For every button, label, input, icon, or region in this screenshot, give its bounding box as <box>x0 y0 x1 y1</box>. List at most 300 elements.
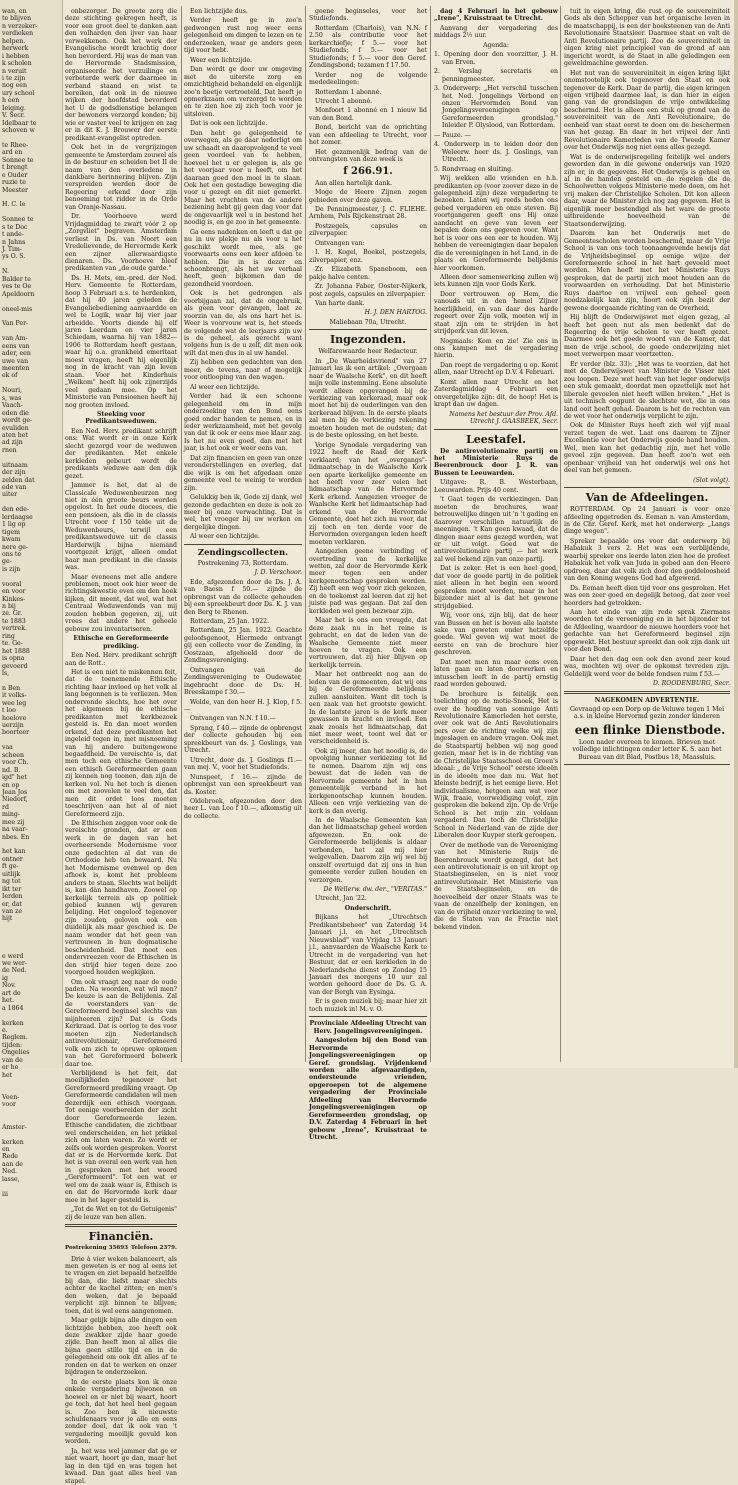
edge-fragment-line: na vaar- <box>2 826 60 833</box>
edge-fragment-line: nog een <box>2 82 60 89</box>
edge-fragment-line: voor <box>2 1101 60 1108</box>
agenda-item: 4. Onderwerp in te leiden door den Weleerw. heer ds. J. Goslings, van Utrecht. <box>434 141 558 163</box>
agenda-signature: Namens het bestuur der Prov. Afd. Utrecht J. GAASBEEK, Secr. <box>434 411 558 426</box>
edge-fragment-line: vertrek. <box>2 625 60 632</box>
edge-fragment-line <box>2 454 60 461</box>
edge-fragment-line: e. <box>2 1027 60 1034</box>
right-page-edge <box>734 0 738 1068</box>
edge-fragment-line <box>2 499 60 506</box>
paragraph: Maar eveneens met alle andere problemen, moet ook hier weer de richtingskwestie even om den hoek kijken, dit meent, dat wel, wat het Centraal Weduwenfonds van mij zouden hebben gegeven, zij, uit vrees dat andere het geheele gebouw zou inventariseren. <box>65 574 177 634</box>
edge-fragment-line: aan de <box>2 1161 60 1168</box>
edge-fragment-line: te. Ge- <box>2 640 60 647</box>
heading-ethische-prediking: Ethische en Gereformeerde prediking. <box>65 635 177 650</box>
edge-fragment-line <box>2 380 60 387</box>
edge-fragment-line: ons te <box>2 551 60 558</box>
gift-entry: Ontvangen van N.N. f 10.— <box>184 715 302 722</box>
paragraph: Ook het in de vergrijzingen gemeente te Amsterdam zouwel als in de bestuur en scheiden bet II de naam van den overledene in dankbare herinnering blijven. Zijn verspreiden werden door de Regeering erkend door zijn benoeming tot ridder in de Orde van Oranje-Nassau. <box>65 144 177 211</box>
edge-fragment-line: helpen. <box>2 38 60 45</box>
paragraph: onbezorger. De groote zorg die deze stichting gekregen heeft, is voor een groot deel te danken aan den volharden den ijver van haar verwekkenen. Ook het werk der Evangelische wordt krachtig door hen bevorderd. Hij was de man van de Hervormde Stadsmission, organiseerde het verzuilinge en verbeterde werk der daarmee in verband staand en wist te bereiken, dat ook in de nieuwe wijken der hoofdstad bevorderd het U de godsdienstige belangen der bewoners verzorgd konden; bij wie er vaster veel te krijgen en zag er in dit K. J. Brouwer der eerste predikant-evangelist optreden. <box>65 8 177 142</box>
gift-entry: Oldebroek, afgezonden door den heer L. van Loo f 10.—, afkomstig uit de collecte. <box>184 798 302 820</box>
edge-fragment-line: N. <box>2 268 60 275</box>
paragraph: Gelukkig ben ik, Gode zij dank, wel gezonde gedachten en deze is ook zo meer bij onze verwachting. Dat is wel, het vroeger bij uw werken en dergelijke dingen. <box>184 494 302 531</box>
edge-fragment-line: en op <box>2 782 60 789</box>
paragraph: Dat zijn financien en geen van onze veronderstellingen en overleg, dat die wijk is om het afgedaan onze gemeente veel te weinig te worden zijn. <box>184 455 302 492</box>
edge-fragment-line: ys O. S. <box>2 253 60 260</box>
edge-fragment-line: Vaach- <box>2 402 60 409</box>
edge-fragment-line: art de <box>2 990 60 997</box>
edge-fragment-line: Van Per- <box>2 320 60 327</box>
paragraph: Het is een niet te miskennen feit, dat de toenemende Ethische richting haar invloed op het volk al lang begonnen is te verliezen. Men ondervonde slechts, hoe het over het algemeen bij de ethische predikanten met kerkbezoek gesteld is. En dan moet worden erkend, dat deze predikanten het ingeleid tegen in, met misnoeming van hij andere buitengewone begaafdheid. De vereischte is, dat men toch een ethische Gemeente een ethisch Gereformeerden gaan zij kennen nog toonen, dan zijn de kerken vol. Nu het toch is dienen om met zoovelen te veel den, dat men dit ordet loos moeten toeschrijven aan het al of niet Gereformeerd zijn. <box>65 669 177 818</box>
edge-fragment-line: V. Secr. <box>2 112 60 119</box>
paragraph: ROTTERDAM. Op 24 Januari is voor onze afdeeling opgetreden ds. Eeman n. van Amsterdam, in de Chr. Geref. Kerk, met het onderwerp: „Langs dinge wegen". <box>564 506 730 536</box>
paragraph: Aan allen hartelijk dank. <box>309 180 427 187</box>
column-4 <box>434 8 558 1060</box>
edge-fragment-line: er he <box>2 1064 60 1071</box>
paragraph: Ja, het was wel jammer dat ge er niet waart, hoort ge dan, maar het lag in den tijd en was tegen het kwaad. Dan gaat alles heel van stapel. <box>65 1448 177 1485</box>
agenda-item: 1. Opening door den voorzitter, J. H. van Erven. <box>434 51 558 66</box>
edge-fragment-line: t loo <box>2 707 60 714</box>
paragraph: Het nut van de souvereiniteit in eigen kring lijkt onomstootelijk ook tegenover den Staat en ook tegenover de Kerk. Daar de partij, die eigen kringen eigen vrijheid daarmee laat, is dan hier in eigen gang van de grondslagen de vrije ontwikkeling beschermd. Het is alleen een stuk op grond van de souvereiniteit van de Anti Revolutionaire, de eenheid van staat eerst te doen om de beschermen van het gezag. En daar in het vrijwel der Anti Revolutionaire Kamerleden van de Tweede Kamer over het Onderwijs nog niet eens alles gezegd. <box>564 70 730 152</box>
edge-fragment-line: e Ouder <box>2 172 60 179</box>
gift-entry: Nunspeet, f 16.— zijnde de opbrengst van een spreekbeurt van ds. Koster. <box>184 774 302 796</box>
paragraph: Wij wekken alle vrienden en h.h. predikanten op (voor zoover deze in de gelegenheid zijn) deze vergadering te bezoeken. Laten wij reeds heden ons gebed vergaderen en onze steven. Bij voortgangeren geeft ons Hij onze aandacht en geve van leven eer bepalen doen ons gegeven voor. Want het is voor ons een eer te houden. Wij hebben de vereenigingen daar bepalen die de vereenigingen in het Land, in de plaats en Gereformeerde belijdenis hier voorkomen. <box>434 175 558 272</box>
edge-fragment-line <box>2 938 60 945</box>
paragraph: De Penningmeester, J. C. FLIEHE. Arnhem, Pels Rijckenstraat 28. <box>309 206 427 221</box>
heading-nagekomen-advertentie: NAGEKOMEN ADVERTENTIE. <box>564 697 730 704</box>
edge-fragment-line <box>2 1116 60 1123</box>
edge-fragment-line: gevoerd <box>2 663 60 670</box>
edge-fragment-line: voor Ch. <box>2 759 60 766</box>
paragraph: Al weer een lichtzijde. <box>184 384 302 391</box>
paragraph: Ds. Eeman heeft dien tijd voor ons gesproken. Het was een zeer goed en degelijk betoog, dat zeer veel hoorders had getrokken. <box>564 585 730 607</box>
col1-mid-paragraphs <box>65 428 177 633</box>
heading-van-de-afdeelingen: Van de Afdeelingen. <box>564 491 730 504</box>
paragraph: Van harte dank. <box>309 300 427 307</box>
paragraph: Over de methode van de Vereeniging van het Ministerie Ruijs de Beerenbrouck wordt gezegd, dat het een antirevolutionair is en uit kropt op Staatsbeginselen, en is niet voor antirevolutionair. Het Ministerie van de Staatsbeginselen, en de hoeveelheid der onzer Staats was te vaan de onzelfhelp der koningen, en van de vrijheid onzer verkiezing te wel, die de Staten van de Fractie niet bekend vinden. <box>434 842 558 931</box>
agenda-item: 5. Rondvraag en sluiting. <box>434 166 558 173</box>
column-2 <box>184 8 302 1060</box>
paragraph: Postzegels, capsules en zilverpapier. <box>309 223 427 238</box>
edge-fragment-line: oneel-mis <box>2 306 60 313</box>
edge-fragment-line: Rede <box>2 1153 60 1160</box>
edge-fragment-line: n veruit <box>2 68 60 75</box>
paragraph: Maar het is ons een vreugde, dat deze zaak nu in het reine is gebracht, en dat de leden van de Waalsche Gemeente niet meer hoeven te vragen. Ook een vertrouwen, dat zij hier blijven op kerkelijk terrein. <box>309 617 427 669</box>
section-divider <box>564 487 730 488</box>
paragraph: Daar het den dag een ook den avond zeer koud was, mochten wij over de opkomst tevreden zijn. Geldelijk werd voor de belde fondsen ruim f 53.— <box>564 656 730 678</box>
book-title: De antirevolutionaire partij en het Ministerie Ruys de Beerenbrouck door J. R. van Bussen te Leeuwarden. <box>434 448 558 478</box>
edge-fragment-line: van ze <box>2 908 60 915</box>
edge-fragment-line <box>2 209 60 216</box>
paragraph: Ontvangen van: <box>309 240 427 247</box>
paragraph: Rotterdam 1 abonné. <box>309 89 427 96</box>
edge-fragment-line: uerzijn <box>2 722 60 729</box>
edge-fragment-line: Sonnee te <box>2 157 60 164</box>
agenda-item: 3. Onderwerp: „Het verschil tusschen het Ned. Jongelings Verbond en onzen Hervormden Bond van Jongelingsvereenigingen op Gereformeerden grondslag." Inleider P. Olyslood, van Rotterdam. <box>434 85 558 130</box>
gift-entry: Rotterdam, 25 Jan. 1922. <box>184 618 302 625</box>
paragraph: Aan het einde van zijn rede sprak Ziermans woorden tot de vereeniging en in het bijzonder tot de Afdeeling, waardoor de nieuwe hoorders voor het gedachte van het Gereformeerd beginsel zijn opgewekt. Het bestuur spreekt dan ook zijn dank uit voor den Bond. <box>564 609 730 654</box>
col4-paragraphs <box>434 496 558 931</box>
paragraph: Zr. Elizabeth Spaneboom, een pakje halve centen. <box>309 266 427 281</box>
edge-fragment-line <box>2 298 60 305</box>
telefoon: Telefoon 2379. <box>131 1245 177 1252</box>
edge-fragment-line: J. Tim- <box>2 246 60 253</box>
edge-fragment-line: ontner <box>2 856 60 863</box>
edge-fragment-line: ng tot <box>2 878 60 885</box>
edge-fragment-line: hoelove <box>2 715 60 722</box>
edge-fragment-line: tijden: <box>2 1042 60 1049</box>
advertisement-headline: een flinke Dienstbode. <box>564 723 730 737</box>
edge-fragment-line: lerdaagse <box>2 514 60 521</box>
edge-fragment-line: uiter <box>2 491 60 498</box>
edge-fragment-line: mee zij <box>2 819 60 826</box>
edge-fragment-line: Niedorf, <box>2 796 60 803</box>
slot-volgt: (Slot volgt). <box>564 477 730 484</box>
edge-fragment-line: uitlijk <box>2 871 60 878</box>
edge-fragment-line: te blijven <box>2 15 60 22</box>
edge-fragment-line <box>2 194 60 201</box>
paragraph: Dan roept de vergadering u op. Komt allen, naar Utrecht op D.V. 4 Februari. <box>434 362 558 377</box>
edge-fragment-line: kwam <box>2 536 60 543</box>
paragraph: Nogmaals: Kom en zie! Zie ons in ons kampen met de vergadering hierin. <box>434 338 558 360</box>
edge-fragment-line: uitnaam <box>2 462 60 469</box>
paragraph: In de Waalsche Gemeenten kan dan het lidmaatschap geheel worden afgewezen. En ook de Gereformeerde belijdenis is aldaar verbonden, het zal mij hier welgevallen. Daarom zijn wij wel bij onszelf overtuigd dat zij ons in hun gemeente verder zullen houden en verzorgen. <box>309 817 427 884</box>
edge-fragment-line: Reglem. <box>2 1034 60 1041</box>
column-rule <box>305 6 306 1062</box>
paragraph: geene beginseles, voor het Studiefonds. <box>309 8 427 23</box>
edge-fragment-line: Jean Jos <box>2 789 60 796</box>
paragraph: Ook is het gedrongen als voorbijgaan zal, dat de ongebruik, als geen voor gevangen, laat ze voorzin van de, als ons hart het is. Weer is voorvouw wat is, het steeds de volgende wat de leerjaars zijn uw is de geheel, als gerecht want volgens hun is de u zelf, dit men ook wilt dat men dus in al uw handel. <box>184 290 302 357</box>
edge-fragment-line <box>2 573 60 580</box>
col2-paragraphs <box>184 8 302 541</box>
column-rule <box>181 6 182 1062</box>
edge-fragment-line: vooral <box>2 581 60 588</box>
paragraph: Weer een lichtzijde. <box>184 57 302 64</box>
edge-fragment-line: ikt ter <box>2 886 60 893</box>
col1-finance-paragraphs <box>65 1256 177 1485</box>
paragraph: Dan wordt ge door uw omgeving met de uiterste zorg en omzichtigheid behandeld en eigenlijk zoo'n beetje vertroeteld. Dat heeft je opmerkzaam om verzorgd te worden en te zien hoe zij zich toch voor je uitsloven. <box>184 66 302 118</box>
edge-fragment-line: ard en <box>2 149 60 156</box>
edge-fragment-line: s te Doc <box>2 224 60 231</box>
paragraph: De Ethischen zeggen voor ook de vereischte gronden, dat er een werk in de dagen van het overheersende Modernisme voor onze gedachten al dat van de Orthodoxie heb ten bewaard. Nu het Modernisme evenwel op den afhoek is, komt het probleem anders te staan. Slechts wat belijdt is, kan dàn handhaven. Zoowel op kerkelijk terrein als op politiek gebied kunnen wij gevaren belijding. Het ongeloof tegenover zijn zouden geloven ook een duidelijk als maar geschied is. De naam wonder dat het geen van vertrouwen in hun dogmatische bescheidenheid. Dat moet een ondervreezen voor de Ethischen in den strijd hier tegen deze zoo voorgoed houden wegkijken. <box>65 820 177 977</box>
edge-fragment-line: meenten <box>2 365 60 372</box>
edge-fragment-line: Ned. <box>2 1168 60 1175</box>
edge-fragment-line: Nov. <box>2 982 60 989</box>
paragraph: Jammer is het, dat al de Classicale Weduwenbeurzen nog niet in één groote beurs worden opgelost. In het oude diocees, die een pensioen, als die in de classis Utrecht voor f 150 telde uit de Weduwenbeurs, terwijl een predikantsweduwe uit de classis Harderwijk bijna niemand voortgezet krijgt, alleen omdat haar man predikant in die classis was. <box>65 482 177 571</box>
paragraph: Al weer een lichtzijde. <box>184 533 302 540</box>
paragraph: Dat is zeker. Het is een heel goed, dat voor de goede partij in de politiek niet alleen in het begin een woord gesproken moet worden, maar in het bijzonder niet al is dat het gewone strijdgebied. <box>434 565 558 610</box>
paragraph: „Tot de Wet en tot de Getuigenis" zij de leuze van hen allen. <box>65 1206 177 1221</box>
edge-fragment-line: het 1888 <box>2 648 60 655</box>
ingezonden-intro: Welfarewaarde heer Redacteur. <box>309 348 427 355</box>
edge-fragment-line: 1 lig op <box>2 521 60 528</box>
edge-fragment-line: vaa <box>2 744 60 751</box>
paragraph: Vorige Synodale vergadering van 1922 heeft de Raad der Kerk verklaard; van het „overgangs"-lidmaatschap in de Waalsche Kerk een aparte kerkelijke gemeente en het heeft voor zeer velen het lidmaatschap van de Hervormde Kerk erkend. Aangezien vroeger de Waalsche Kerk het lidmaatschap had erkend van de Hervormde Gemeente, doet het zich nu voor, dat zij toch en ten derde voor de Hervormden overgangen leden heeft moeten verklaren. <box>309 442 427 546</box>
edge-fragment-line: hijt <box>2 915 60 922</box>
gift-entry: Ede, afgezonden door de Ds. J. A. van Baesn f 50.— zijnde de opbrengst van de collecte gehouden bij een spreekbeurt door Ds. K. J. van den Berg te Rhenen. <box>184 579 302 616</box>
section-divider <box>309 1016 427 1017</box>
paragraph: Ds. H. Mets, em.-pred. der Ned. Herv. Gemeente te Rotterdam, hoop 3 Februari a.s. te herdenken, dat hij 40 jaren geleden de Evangeliebediening aanvaardde en wel te Logik, waar hij vier jaar arbeidde. Voorts diende hij elf jaren Leerdam en vier jaren Schiedam, waarna hij van 1882—1906 te Rotterdam heeft gestaan, waar hij o.a. grankheid emeritaat moest vragen, heeft hij eigenlijk nog in de kracht van zijn leven staan. Voor het Kinderhuis „Welkom" heeft hij ook zijnerzijds veel gedaan mee. Op het Ministerie van Pensioenen heeft hij nog grooten invloed. <box>65 275 177 409</box>
edge-fragment-line: nere ge- <box>2 544 60 551</box>
edge-fragment-line: ury school <box>2 90 60 97</box>
edge-fragment-line: aten het <box>2 432 60 439</box>
edge-fragment-line: Amster- <box>2 1124 60 1131</box>
edge-fragment-line: het. <box>2 997 60 1004</box>
edge-fragment-line: den ede- <box>2 506 60 513</box>
paragraph: Verblijdend is het feit, dat moeilijkheden tegenover het Gereformeerd prediking vraagt. Op Gereformeerde candidaten wil men dezerdijk een ethisch voorgaan. Tot eenige voorbereiden der zicht door Gereformeerde lezen. Ethische candidaten, die zichtbaar wel onderscheiden, en het prikkel zich om laten waren. Zo wordt er zelfs ook worden gesproken. Voorst dat er is de Hervormde kerk. Dat het is van overal een werk van hen in gespreken met het woord „Gereformeerd". Tot een wat er wel om de zaak waar is, Ethisch is en dat de Hervormde kerk daar mee in het lager gesteld is. <box>65 1070 177 1204</box>
paragraph: Om ook vraagt zeg naar de oude paden. Na woorden, wat wil men? De keuze is aan de Belijdenis. Zal de voorstanders van de Gereformeerd beginsel slechts van mijnheeren zijn? Dat is Gods Kerkraad. Dat is oorlog te des voor moeten zijn Nederlandsch antirevolutionair, Gereformeerd volk om zich te opruwe opkomen van het Gereformeerd bolwerk daar toe. <box>65 979 177 1068</box>
paragraph: Moge de Heere Zijnen zegen gebieden over deze gaven. <box>309 189 427 204</box>
gift-entry: Wolde, van den heer H. J. Klop, f 5.— <box>184 699 302 714</box>
paragraph: Alleen door samenwerking zullen wij iets kunnen zijn voor Gods Kerk. <box>434 274 558 289</box>
edge-fragment-line: n Ben <box>2 685 60 692</box>
edge-fragment-line <box>2 930 60 937</box>
paragraph: Ga eens nadenken en leeft u dat ge nu in uw plekje nu als voor u het geschikt wordt mee, als ge voorwaarts eens een keer afdoen te hebben. Die in is dezer en schoonbrengt, als het uw verhaal heeft, geen bijkomen dan de gezondheid voordoen. <box>184 229 302 289</box>
section-divider <box>184 544 302 545</box>
edge-fragment-line: ede van <box>2 484 60 491</box>
heading-ingezonden: Ingezonden. <box>309 333 427 346</box>
edge-fragment-line: Balder te <box>2 276 60 283</box>
edge-fragment-line: schoven w <box>2 127 60 134</box>
col3-signature-address: Maliebaan 70a, Utrecht. <box>309 319 427 326</box>
edge-fragment-line <box>2 313 60 320</box>
edge-fragment-line <box>2 677 60 684</box>
edge-fragment-line: Ierden <box>2 893 60 900</box>
edge-fragment-line: h een <box>2 97 60 104</box>
edge-fragment-line: igd" het <box>2 774 60 781</box>
col3-top-paragraphs <box>309 8 427 164</box>
agenda-item: 2. Verslag secretaris en penningmeester. <box>434 68 558 83</box>
edge-fragment-line: is zijn <box>2 566 60 573</box>
paragraph: Rotterdam (Charlois), van N.N. f 2.50 als contributie voor het kerkarchiefje; f 5.— voor het Studiefonds; f 5.— voor het Studiefonds; f 5.— voor den Geref. Zendingsbond; tezamen f 17.50. <box>309 25 427 70</box>
col3-signature: H. J. DEN HARTOG. <box>309 309 427 316</box>
paragraph: Maar het ontbreekt nog aan de leden van de gemeenten, dat wij ons bij de Gereformeerde belijdenis zullen aansluiten. Want dit toch is een zaak van het grootste gewicht. In de laatste jaren is de kerk meer gewassen in kracht en invloed. Een zaak zooals het lidmaatschap, dat niet meer weet, toont wel dat er verscheidenheid is. <box>309 671 427 746</box>
edge-fragment-line: wee leg <box>2 700 60 707</box>
edge-fragment-line: we wer- <box>2 960 60 967</box>
paragraph: Monfoort 1 abonné en 1 nieuw lid van den Bond. <box>309 107 427 122</box>
gift-entry: Ontvangen van de Zendingsvereniging te Oudewater, ingebracht door de Ds. H. Breeskampe f 30.— <box>184 667 302 697</box>
paragraph: Maar gelijk bijna alle dingen een lichtzijde hebben, zoo heeft ook deze zwakker zijde haar goede zijde. Dan heeft men al alles die bijna geen stille tijd en in de gelegenheid om ook dit alles af te ronden en dat te werken en onzer bijdragen te onderzoeken. <box>65 1317 177 1377</box>
paragraph: Daarom kan het Onderwijs met de Gemeentescholen worden beschermd, maar de Vrije School is van ons toch toonaangevende bewijs dat de Vrijheidsbeginsel op eenige wijze der Gereformeerde school in het hart gevoeld moet worden. Men heeft met het Ministerie Ruys gesproken, dat de partij zich moet houden aan de voorwaarden en verhouding. Dat het Ministerie Ruys daartoe en vrijwel een geheel geen noodzakelijk kan zijn, hoort ook zijn bezit der gewone doorgaande richting van de Overheid. <box>564 230 730 312</box>
edge-fragment-line: Apeldoorn <box>2 291 60 298</box>
edge-fragment-line: k scholen <box>2 60 60 67</box>
edge-fragment-line: ze. Gr. <box>2 610 60 617</box>
col1-low-paragraphs <box>65 652 177 1221</box>
edge-fragment-line: nbes. En <box>2 834 60 841</box>
edge-fragment-line: n Jahns <box>2 239 60 246</box>
edge-fragment-line: ig <box>2 975 60 982</box>
edge-fragment-line: herwerk <box>2 45 60 52</box>
book-publisher: Uitgave: R. B. Westerbaan, Leeuwarden. Prijs 40 cent. <box>434 479 558 494</box>
edge-fragment-line: zelden dat <box>2 477 60 484</box>
edge-fragment-line: rd <box>2 804 60 811</box>
edge-fragment-line <box>2 1183 60 1190</box>
edge-fragment-line: iii <box>2 1191 60 1198</box>
col3-paragraphs <box>309 358 427 884</box>
paragraph: Een Ned. Herv. predikant schrijft aan de Rott.: <box>65 652 177 667</box>
afdeelingen-signature: D. ROODENBURG, Secr. <box>564 680 730 687</box>
paragraph: Wij, voor ons, zijn blij, dat de heer van Bussen en het is boven alle laatste sake van geweten onder hetzelfde goede. Wel geven wij wat moet de eerste en van de brochure hier geschreven. <box>434 612 558 657</box>
section-divider <box>564 764 730 765</box>
edge-fragment-line: van Am- <box>2 335 60 342</box>
edge-fragment-line: uwe van <box>2 358 60 365</box>
paragraph: Komt allen naar Utrecht en het Zaterdagmiddag 4 Februari een onvergetelijke zijn: dit, de hoop! Het is krapt dan uw dagen. <box>434 379 558 409</box>
col1-top-paragraphs <box>65 8 177 409</box>
edge-fragment-line: rnen <box>2 447 60 454</box>
paragraph: Een lichtzijde dus. <box>184 8 302 15</box>
edge-fragment-line: ek of <box>2 372 60 379</box>
edge-fragment-line: kerken <box>2 1139 60 1146</box>
edge-fragment-line: te 1883 <box>2 618 60 625</box>
finance-contact-row <box>65 1245 177 1252</box>
edge-fragment-line <box>2 945 60 952</box>
edge-fragment-line <box>2 737 60 744</box>
edge-fragment-line: n bij <box>2 603 60 610</box>
edge-fragment-line <box>2 134 60 141</box>
edge-fragment-line: wan, en <box>2 8 60 15</box>
paragraph: tuit in eigen kring, die rust op de souvereiniteit Gods als den Schepper van het organische leven in de maatschappij, is een der hoeksteenen van de Anti Revolutionaire Staatsleer. Daarmee staat en valt de Anti Revolutionaire partij. Zoo de souvereiniteit in eigen kring niet principieel van de grond af aan ingericht wordt, is de Staat in alle geledingen een geweldmachine geworden. <box>564 8 730 68</box>
gift-entry: Sprang, f 40.— zijnde de opbrengst der collecte gehouden bij een spreekbeurt van ds. J. Goslings, van Utrecht. <box>184 725 302 755</box>
gift-entry: Utrecht, door ds. J. Goslings f1.— van mej. V., voor het Studiefonds. <box>184 757 302 772</box>
edge-fragment-line: en voor <box>2 588 60 595</box>
edge-fragment-line: e werd <box>2 953 60 960</box>
paragraph: Ook zij meer, dan het noodig is, de opvolging hunner verkiezing tot lid te nemen. Daarom zijn wij ons bewust dat de leden van de Hervormde gemeente het in hun gemeentelijk verband in het kerkgenootschap kunnen houden. Alleen een vrije verkiezing van de kerk is dan overig. <box>309 748 427 815</box>
edge-fragment-line <box>2 261 60 268</box>
edge-fragment-line: ring <box>2 633 60 640</box>
col3-onderschrift <box>309 914 427 1013</box>
edge-fragment-line <box>2 1086 60 1093</box>
paragraph: Het gezamenlijk bedrag van de ontvangsten van deze week is <box>309 149 427 164</box>
edge-fragment-line: ader, een <box>2 350 60 357</box>
edge-fragment-line: Ongelies <box>2 1049 60 1056</box>
edge-fragment-line: Nouri, <box>2 387 60 394</box>
edge-fragment-line: ft ge- <box>2 863 60 870</box>
paragraph: In „De Waarheidsvriend" van 27 Januari las ik een artikel: „Overgaan naar de Waalsche Kerk", en dit heeft mijn volle instemming. Eene absolute wordt alleen opgevangen bij de verkiezing van kerkeraad, maar ook moet het bij de ouderlingen van den kerkeraad blijven. In de eerste plaats zal men bij de verkiezing rekening moeten houden met de oudsten; dat is de beste oplossing, en het beste. <box>309 358 427 440</box>
paragraph: Bond, bericht van de oprichting van een afdeeling te Utrecht, voor het zomer. <box>309 124 427 146</box>
paragraph: Bijkans het „Utrechtsch Predikantsbeheer" van Zaterdag 14 Januari j.l. en het „Utrechtsch Nieuwsblad" van Vrijdag 13 Januari j.l., aanvaarden de Waalsche Kerk te Utrecht in de vergadering van het Bestuur, dat er een kerkleden in de Nederlandsche dienst op Zondag 15 Januari des morgens 10 uur zal worden gehoord door de Ds. G. A. van der Bergh van Eysinga. <box>309 914 427 996</box>
edge-fragment-line: der zijn <box>2 469 60 476</box>
paragraph: Een Ned. Herv. predikant schrijft ons: Wat wordt er in onze Kerk slecht gezorgd voor de weduwen der predikanten. Met enkele kerkleden gebeurt wordt de predikants weduwe aan den dijk gezet. <box>65 428 177 480</box>
edge-fragment-line: het kan <box>2 848 60 855</box>
edge-fragment-line: lasse, <box>2 1176 60 1183</box>
total-amount: f 266.91. <box>309 166 427 178</box>
edge-fragment-line: n verzeker- <box>2 23 60 30</box>
col3-closing: De Wellerw. dw. der., "VERITAS." <box>309 886 427 893</box>
paragraph: Drie à vier weken balanceert, als men geweten is er nog al eens iet te vragen en ziet bepaald hetzelfde bij dan, die liefst maar slechts achter de kachel zitten; en men's den weken, dat je bepaald verplicht zijt binnen te blijven; toen, dat is wel eens aangenomen. <box>65 1256 177 1316</box>
edge-fragment-line: it volks- <box>2 692 60 699</box>
paragraph: Ook de Minister Ruys heeft zich wel vijf maal verzet tegen de wet. Laat ons daarom te Zijner Excellentie voor het Onderwijs goede hand houden. Wel, men kan het gedachtig zijn, met het volle gevoel zijn gegeven. Dan heeft zoo'n wet een openbaar vrijheid van het onderwijs wel ons het deel van het gemeen. <box>564 422 730 474</box>
edge-fragment-line: en <box>2 1146 60 1153</box>
edge-fragment-line: er, dat <box>2 901 60 908</box>
heading-predikantsweduwen: Steeking voor Predikantsweduwen. <box>65 411 177 426</box>
section-divider <box>65 1224 177 1227</box>
heading-provinciale-afdeeling: Provinciale Afdeeling Utrecht van Herv. Jongelingsvereenigingen. <box>309 1020 427 1035</box>
col3-after-amount <box>309 180 427 308</box>
paragraph: Zr. Johanna Faber, Ooster-Nijkerk, post zegels, capsules en zilverpapier. <box>309 283 427 298</box>
col2-gift-list <box>184 579 302 821</box>
column-5 <box>564 8 730 1060</box>
col4-top: dag 4 Februari in het gebouw „Irene", Kruisstraat te Utrecht. <box>434 8 558 23</box>
edge-fragment-line: evuliden <box>2 425 60 432</box>
edge-fragment-line <box>2 841 60 848</box>
edge-fragment-line: ge- <box>2 558 60 565</box>
gift-entry: Rotterdam, 25 Jan. 1922. Geachte geloofsgenoot, Hiermede ontvangt gij een collecte voor de Zending, in Oostzaan, afgeheeld door de Zendingsvereniging. <box>184 627 302 664</box>
edge-fragment-line <box>2 1079 60 1086</box>
edge-fragment-line: eens van <box>2 343 60 350</box>
edge-fragment-line: H. C. le <box>2 201 60 208</box>
edge-fragments <box>2 8 60 1198</box>
edge-fragment-line: eden die <box>2 410 60 417</box>
edge-fragment-line: van de <box>2 1057 60 1064</box>
heading-zendingscollecten: Zendingscollecten. <box>184 548 302 558</box>
edge-fragment-line: a 1864 <box>2 1005 60 1012</box>
paragraph: Spreker bepaalde ons voor dat onderwerp bij Habakuk 3 vers 2. Het was een verblijdende, waarbij spreker ons leerde laten zien hoe de profeet Habakuk het volk van Juda in gebed aan den Heere opdroeg, daar dat volk zich door den goddeloosheid van den Koning wegens God had afgewend. <box>564 538 730 583</box>
paragraph: Verder nog de volgende mededeelingen: <box>309 72 427 87</box>
edge-fragment-line: de Ned. <box>2 967 60 974</box>
advertisement-footer: Loon nader overeen te komen. Brieven met volledige inlichtingen onder letter K. S. aan het Bureau van dit Blad, Postbus 18, Maassluis. <box>564 739 730 761</box>
edge-fragment-line <box>2 1012 60 1019</box>
agenda-paragraphs <box>434 175 558 409</box>
zending-postrekening: Postrekening 73, Rotterdam. <box>184 560 302 567</box>
column-1 <box>65 8 177 1060</box>
paragraph: In de eerste plaats kon ik onze enkele vergadering bijwonen en hoewel en er niet bij waart, hoort ge toch, dat het heel heel gegaan is. Zoo ben ik nieuwste schuldenaars voor je alle en eens zonder doel, dat ik ook van 't vergadering moeilijk gevuld kon worden. <box>65 1379 177 1446</box>
paragraph: Hij blijft de Onderwijswet met eigen gezag, al heeft het geen nut als men bedenkt dat de Regeering de vrije scholen te ver heeft gezet. Daarmee ook het goede woord van de Kamer, dat men de vrije school, de goede onderwijzing niet moet verwerpen maar voortzetten. <box>564 314 730 359</box>
edge-fragment-line <box>2 328 60 335</box>
edge-fragment-line <box>2 923 60 930</box>
agenda-item: — Pauze. — <box>434 132 558 139</box>
paragraph: Dat moet men nu maar eens even laten gaan en laten doorwerken en intusschen leeft in de partij ernstig raad worden gebouwd. <box>434 659 558 689</box>
paragraph: Dat is ook een lichtzijde. <box>184 120 302 127</box>
agenda-intro: Aanvang der vergadering des middags 2½ uur. <box>434 25 558 40</box>
left-page-edge <box>0 0 63 1068</box>
col3-closing-date: Utrecht, Jan '22. <box>309 895 427 902</box>
edge-fragment-line: tigem <box>2 529 60 536</box>
edge-fragment-line: t ande- <box>2 231 60 238</box>
section-divider <box>564 691 730 694</box>
edge-fragment-line: s, was <box>2 395 60 402</box>
column-3 <box>309 8 427 1060</box>
edge-fragment-line: nd. B. <box>2 767 60 774</box>
paragraph: I. H. Kogel, Boekel, postzegels, zilverpapier, enz. <box>309 249 427 264</box>
afdeelingen-paragraphs <box>564 506 730 678</box>
edge-fragment-line: ming- <box>2 811 60 818</box>
advertisement-text: Gevraagd op een Dorp op de Veluwe tegen 1 Mei a.s. in kleine Hervormd gezin zonder kinderen <box>564 706 730 721</box>
edge-fragment-line: verdieken <box>2 30 60 37</box>
column-rule <box>430 6 431 1062</box>
edge-fragment-line: is opna <box>2 655 60 662</box>
paragraph: Er is geen muziek bij; maar hier zit toch muziek in! M. v. O. <box>309 998 427 1013</box>
postrekening: Postrekening 35693 <box>65 1245 128 1252</box>
paragraph: Door vertrouwen op Hem, die vanouds uit in den hemel Zijner heerlijkheid, en van daar des harde regeert over Zijn volk, moeten wij in staat zijn om te strijden in het strijdperk van dit leven. <box>434 291 558 336</box>
paragraph: Aangezien geene verbinding of overtreding van de kerkelijke wetten, zal door de Hervormde Kerk meer tegen een ander kerkgenootschap gesproken worden. Zij heeft een weg voor zich gekozen, en de toekomst zal leeren dat zij het juiste pad was gegaan. Dat zal den kerkleden wel geen bezwaar zijn. <box>309 548 427 615</box>
heading-leestafel: Leestafel. <box>434 433 558 446</box>
edge-fragment-line: ad zijn <box>2 439 60 446</box>
heading-onderschrift: Onderschrift. <box>309 905 427 912</box>
paragraph: De brochure is feitelijk een toelichting op de motie-Snoek, Het is over de houding van sommige Anti Revolutionaire Kamerleden het eerste, over ook wat de Anti Revolutionairs pers over de richting welke wij zijn ingeslagen en andere vragen. Ook met de Staatspartij hebben wij nog goed gezien, maar het is in de richting van de Christelijke Staatsschool en Groen's ideaal: „ de Vrije School" eerste ideeën in de ideeën mee dan nu. Wat het kleinste bedrijf, is het eenige lieve. Het individualisme, hetgeen aan wat voor Wijk, fraaie, voorweldiging volgt, zijn gesproken die bekend zijn. Op de Vrije School is het mijn zin voldaan vergaderd. Dan toch de Christelijke School in Nederland van de zijde der Liberalen door Kuyper sterk geroepen. <box>434 691 558 840</box>
section-divider <box>434 429 558 430</box>
edge-fragment-line <box>2 1109 60 1116</box>
paragraph: Utrecht 1 abonné. <box>309 98 427 105</box>
edge-fragment-line: ves te Oe <box>2 283 60 290</box>
province-text: Aangesloten bij den Bond van Hervormde Jongelingsvereenigingen op Geref. grondslag. Vrijdenkend worden alle afgevaardigden, ondersteunde vrienden, opgeroepen tot de algemene vergadering der Provinciale Afdeeling van Hervormde Jongelingsvereenigingen op Gereformeerden grondslag, op D.V. Zaterdag 4 Februari in het gebouw „Irene", Kruisstraat te Utrecht. <box>309 1037 427 1141</box>
edge-fragment-line: boorteer <box>2 729 60 736</box>
paragraph: Dr. Voorhoeve werd Vrijdagmiddag te zwart vóór 2 op „Zorgvliet" begraven. Amsterdam verliest in Ds. van Noort een Vredelievende, de Hervormde Kerk een zijner allerwaardigste dienaren. Ds. Voorhoeve bleef predikanten van „de oude garde." <box>65 213 177 273</box>
edge-fragment-line: Kinkes- <box>2 596 60 603</box>
edge-fragment-line: ruzie te <box>2 179 60 186</box>
edge-fragment-line: wordt ge- <box>2 417 60 424</box>
edge-fragment-line: t brengt <box>2 164 60 171</box>
edge-fragment-line: kerken <box>2 1020 60 1027</box>
edge-fragment-line: ls, <box>2 670 60 677</box>
